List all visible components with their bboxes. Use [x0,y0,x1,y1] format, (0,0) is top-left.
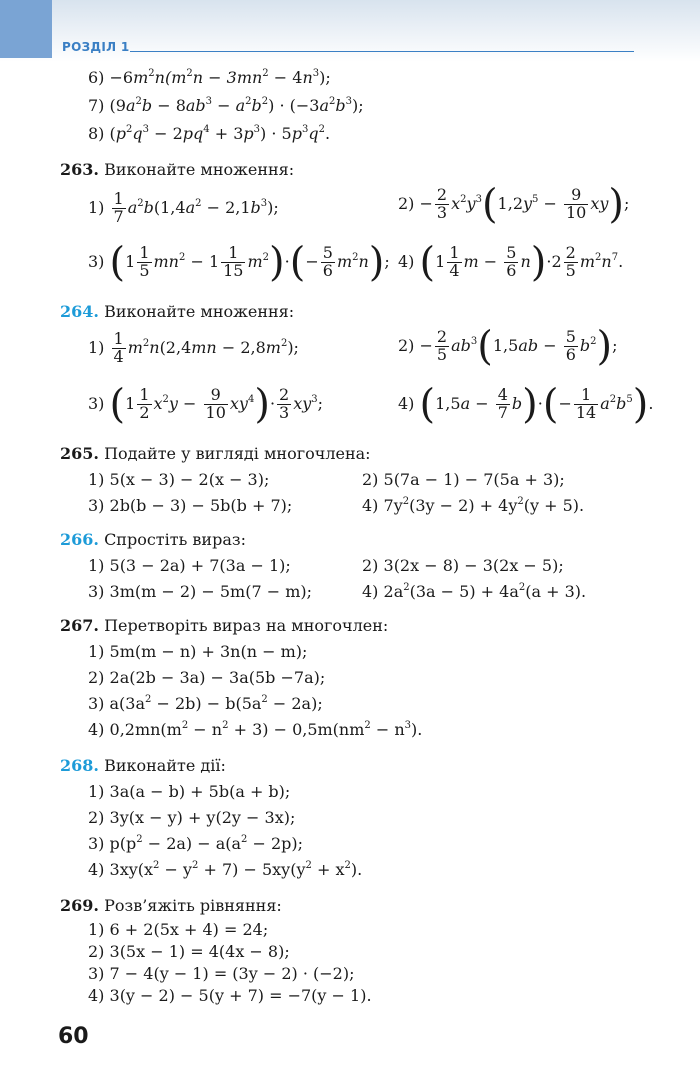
ex266-item-4: 4) $2a^2(3a - 5) + 4a^2(a + 3)$. [362,582,587,601]
ex267-item-2: 2) 2a(2b − 3a) − 3a(5b −7a); [88,668,326,687]
exercise-number: 265. [60,444,99,463]
ex265-item-4: 4) $7y^2(3y - 2) + 4y^2(y + 5)$. [362,496,585,515]
exercise-title: Виконайте множення: [104,302,295,321]
ex269-item-4: 4) 3(y − 2) − 5(y + 7) = −7(y − 1). [88,986,372,1005]
ex267-heading [60,616,388,636]
ex268-item-2: 2) 3y(x − y) + y(2y − 3x); [88,808,296,827]
ex264-item-1: 1) $\frac{1}{4}$ $m^2n(2,4mn - 2,8m^2)$; [88,329,299,366]
exercise-title: Розв’яжіть рівняння: [104,896,282,915]
exercise-number: 264. [60,302,99,321]
ex267-item-4: 4) $0,2mn(m^2 - n^2 + 3) - 0,5m(nm^2 - n^3)$. [88,720,423,739]
ex266-heading [60,530,246,550]
ex267-item-1: 1) 5m(m − n) + 3n(n − m); [88,642,308,661]
ex265-heading [60,444,371,464]
ex263-item-2: 2) − $\frac{2}{3}$ $x^2y^3(1,2y^5$ − $\frac{9}{10}$ xy); [398,181,630,228]
ex265-item-2: 2) 5(7a − 1) − 7(5a + 3); [362,470,565,489]
ex262-item-7: 7) $(9a^2b - 8ab^3 - a^2b^2) \cdot (-3a^2b^3)$; [88,96,364,115]
exercise-number: 267. [60,616,99,635]
exercise-number: 269. [60,896,99,915]
ex265-item-1: 1) 5(x − 3) − 2(x − 3); [88,470,270,489]
ex264-item-4: 4) (1,5a − $\frac{4}{7}$ b)·(− $\frac{1}{14}$ $a^2b^5$). [398,381,654,428]
ex265-item-3: 3) 2b(b − 3) − 5b(b + 7); [88,496,293,515]
section-rule [130,51,634,52]
ex264-item-2: 2) − $\frac{2}{5}$ $ab^3(1,5ab$ − $\frac{5}{6}$ $b^2$); [398,323,618,370]
ex266-item-1: 1) 5(3 − 2a) + 7(3a − 1); [88,556,291,575]
ex264-item-3: 3) (1 $\frac{1}{2}$ $x^2y$ − $\frac{9}{10}$ $xy^4)\cdot$ $\frac{2}{3}$ $xy^3$; [88,381,324,428]
section-label: РОЗДІЛ 1 [62,40,130,54]
page-number: 60 [58,1024,89,1049]
ex266-item-2: 2) 3(2x − 8) − 3(2x − 5); [362,556,564,575]
corner-block [0,0,52,58]
ex269-item-3: 3) 7 − 4(y − 1) = (3y − 2) · (−2); [88,964,355,983]
ex268-item-4: 4) $3xy(x^2 - y^2 + 7) - 5xy(y^2 + x^2)$. [88,860,363,879]
exercise-title: Подайте у вигляді многочлена: [104,444,371,463]
exercise-number: 266. [60,530,99,549]
ex262-item-8: 8) $(p^2q^3 - 2pq^4 + 3p^3) \cdot 5p^3q^2$. [88,124,331,143]
exercise-number: 263. [60,160,99,179]
ex269-item-1: 1) 6 + 2(5x + 4) = 24; [88,920,269,939]
ex269-item-2: 2) 3(5x − 1) = 4(4x − 8); [88,942,290,961]
ex268-item-1: 1) 3a(a − b) + 5b(a + b); [88,782,291,801]
ex266-item-3: 3) 3m(m − 2) − 5m(7 − m); [88,582,313,601]
exercise-number: 268. [60,756,99,775]
ex262-item-6: $6) -6m^2n(m^2n - 3mn^2 - 4n^3)$; [88,68,331,87]
ex263-item-4: 4) (1 $\frac{1}{4}$ m − $\frac{5}{6}$ n)·2 $\frac{2}{5}$ $m^2n^7$. [398,239,624,286]
ex263-heading [60,160,294,180]
ex268-heading [60,756,226,776]
ex264-heading [60,302,294,322]
ex263-item-1: 1) $\frac{1}{7}$ $a^2b(1,4a^2 - 2,1b^3)$; [88,189,279,226]
exercise-title: Спростіть вираз: [104,530,246,549]
exercise-title: Перетворіть вираз на многочлен: [104,616,389,635]
ex269-heading [60,896,282,916]
ex263-item-3: 3) (1 $\frac{1}{5}$ $mn^2 - 1$ $\frac{1}{15}$ $m^2)\cdot(-$ $\frac{5}{6}$ $m^2n$); [88,239,390,286]
ex268-item-3: 3) $p(p^2 - 2a) - a(a^2 - 2p)$; [88,834,304,853]
exercise-title: Виконайте дії: [104,756,226,775]
ex267-item-3: 3) $a(3a^2 - 2b) - b(5a^2 - 2a)$; [88,694,323,713]
exercise-title: Виконайте множення: [104,160,295,179]
